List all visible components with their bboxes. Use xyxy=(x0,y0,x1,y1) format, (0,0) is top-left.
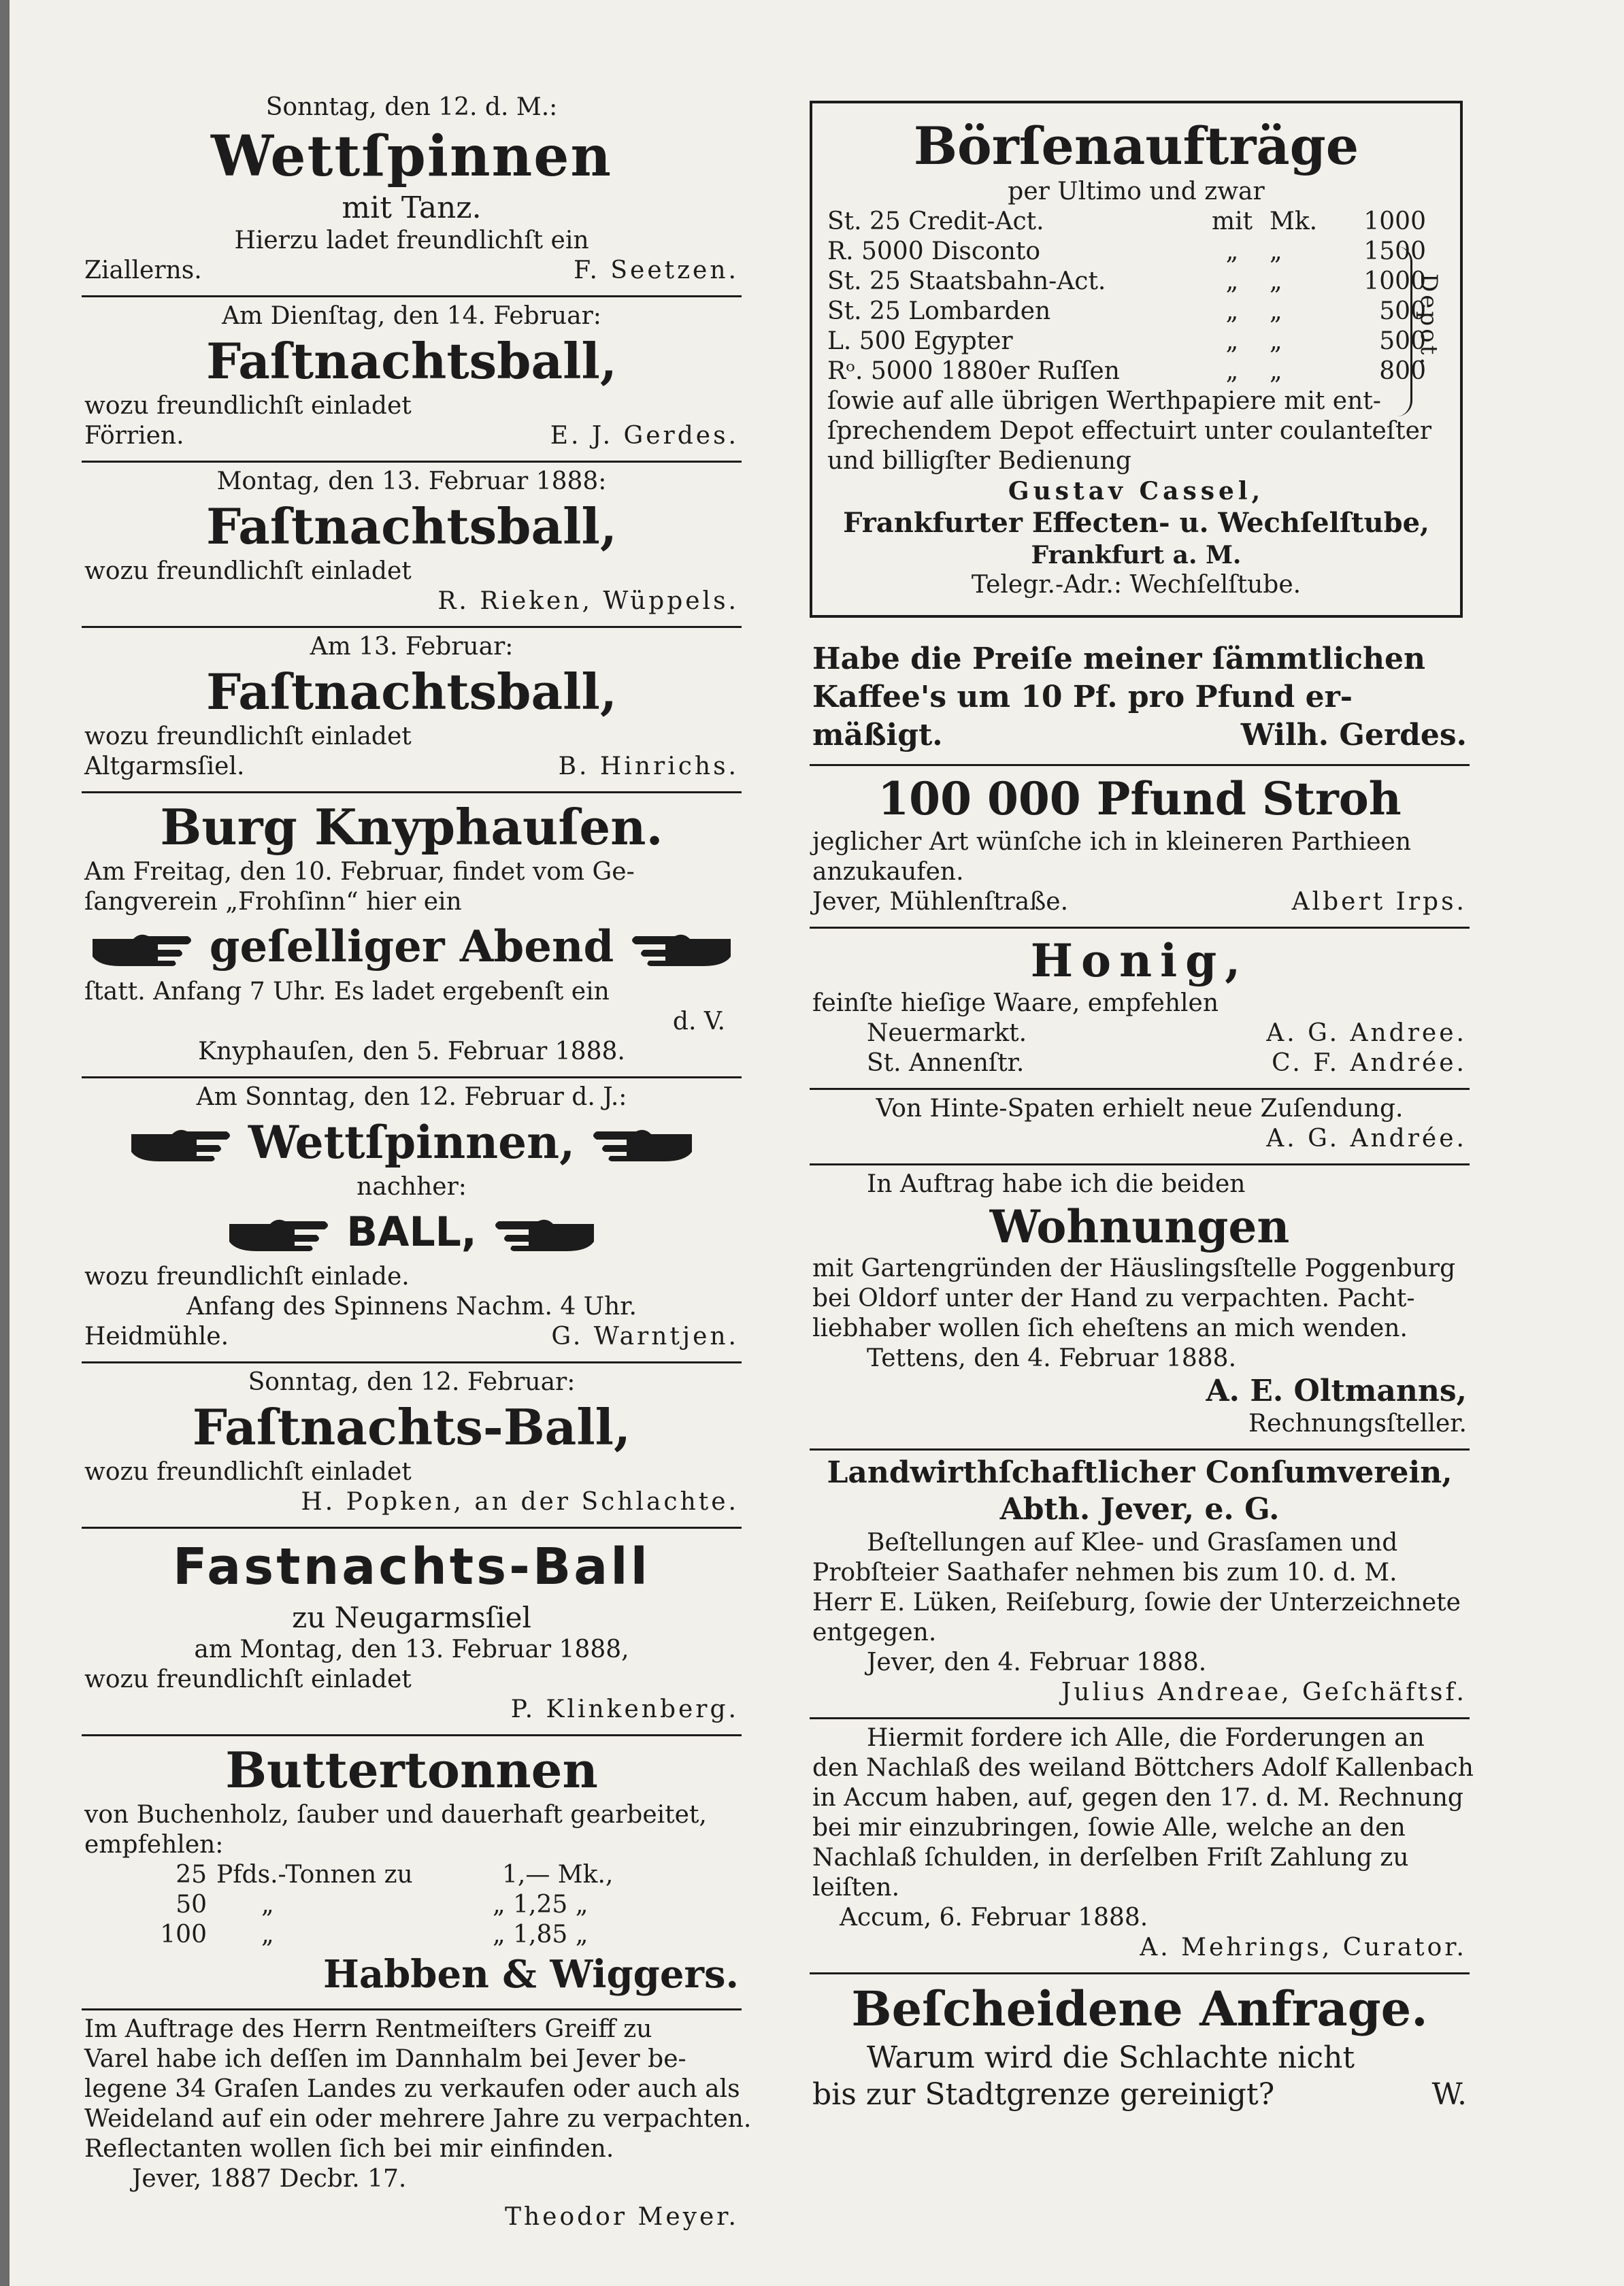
ad-ball: BALL, xyxy=(346,1208,477,1256)
ad-line: Im Auftrage des Herrn Rentmeiſters Greiff zu xyxy=(84,2015,652,2043)
pointing-hand-right-icon xyxy=(93,927,195,967)
ad-body: Hierzu ladet freundlichſt ein xyxy=(234,227,589,254)
ad-footer xyxy=(84,1322,739,1352)
ad-line: in Accum haben, auf, gegen den 17. d. M. Rechnung xyxy=(812,1784,1463,1812)
price-value: 1,— Mk., xyxy=(502,1861,614,1889)
ad-line: ſprechendem Depot effectuirt unter coulanteſter xyxy=(827,417,1432,445)
ad-subtitle: Abth. Jever, e. G. xyxy=(999,1492,1280,1527)
ad-title: Buttertonnen xyxy=(225,1741,598,1799)
ad-line: entgegen. xyxy=(812,1619,937,1646)
ad-signature: W. xyxy=(1431,2077,1467,2112)
ad-footer xyxy=(84,752,739,782)
stock-name: St. 25 Lombarden xyxy=(827,297,1051,325)
ad-title: Wettſpinnen, xyxy=(248,1116,576,1169)
ad-body: wozu freundlichſt einladet xyxy=(84,1458,412,1486)
price-value: „ 1,25 „ xyxy=(493,1891,589,1919)
ad-boersenauftraege xyxy=(810,101,1463,618)
ad-buttertonnen xyxy=(82,1736,742,2010)
stock-ditto: mit xyxy=(1211,208,1253,235)
ad-dateline: Jever, 1887 Decbr. 17. xyxy=(132,2165,407,2193)
ad-dateline: Tettens, den 4. Februar 1888. xyxy=(867,1344,1237,1372)
ad-fastnachts-ball-neugarmssiel xyxy=(82,1529,742,1736)
ad-title: Beſcheidene Anfrage. xyxy=(851,1981,1428,2037)
ad-dateline: Jever, den 4. Februar 1888. xyxy=(867,1649,1207,1676)
ad-line: den Nachlaß des weiland Böttchers Adolf Kallenbach xyxy=(812,1754,1474,1782)
ad-line: ſangverein „Frohſinn“ hier ein xyxy=(84,888,462,916)
ad-host: A. G. Andree. xyxy=(1266,1019,1467,1047)
ad-title: Faſtnachts-Ball, xyxy=(192,1398,631,1456)
ad-consumverein xyxy=(810,1451,1470,1719)
ad-line: Probſteier Saathafer nehmen bis zum 10. d. M. xyxy=(812,1559,1397,1587)
stock-name: L. 500 Egypter xyxy=(827,327,1013,355)
ad-nachlass xyxy=(810,1719,1474,1974)
ad-footer xyxy=(84,256,739,286)
stock-unit: Mk. xyxy=(1270,208,1318,235)
ad-footer xyxy=(812,716,1467,755)
stock-unit: „ xyxy=(1270,267,1282,295)
ad-fastnachtsball-altgarmssiel xyxy=(82,628,742,793)
binding-edge xyxy=(0,0,10,2286)
pointing-hand-right-icon xyxy=(229,1212,331,1253)
ad-title: Burg Knyphauſen. xyxy=(160,798,663,856)
stock-unit: „ xyxy=(1270,327,1282,355)
ad-date: Am Sonntag, den 12. Februar d. J.: xyxy=(196,1083,627,1111)
ad-host: B. Hinrichs. xyxy=(558,752,739,780)
ad-title: Landwirthſchaftlicher Conſumverein, xyxy=(827,1455,1453,1490)
ad-line: Kaffee's um 10 Pf. pro Pfund er- xyxy=(812,680,1353,714)
ad-place: Neuermarkt. xyxy=(867,1019,1027,1047)
ad-footer xyxy=(84,421,739,451)
price-row xyxy=(84,1920,739,1950)
price-unit: Pfds.-Tonnen zu xyxy=(216,1861,413,1889)
pointing-hand-left-icon xyxy=(590,1122,692,1163)
ad-host: Habben & Wiggers. xyxy=(322,1952,739,1997)
ad-spaten xyxy=(810,1090,1470,1165)
ad-firm-name: Frankfurter Effecten- u. Wechſelſtube, xyxy=(843,507,1429,539)
ad-place: Jever, Mühlenſtraße. xyxy=(812,888,1069,916)
ad-line: mäßigt. xyxy=(812,718,943,752)
stock-amount: 1500 xyxy=(1363,237,1426,265)
ad-dateline: Knyphauſen, den 5. Februar 1888. xyxy=(198,1038,625,1065)
stock-ditto: „ xyxy=(1225,327,1239,355)
ad-date: Am 13. Februar: xyxy=(310,633,514,661)
ad-wettspinnen-heidmuehle xyxy=(82,1078,742,1363)
ad-line: Von Hinte-Spaten erhielt neue Zuſendung. xyxy=(876,1095,1404,1123)
ad-place: Heidmühle. xyxy=(84,1323,229,1351)
ad-land-verpachtung xyxy=(82,2010,752,2242)
ad-line: Warum wird die Schlachte nicht xyxy=(867,2040,1355,2075)
ad-host: H. Popken, an der Schlachte. xyxy=(301,1488,739,1516)
right-column xyxy=(810,636,1474,2123)
ad-body: wozu freundlichſt einladet xyxy=(84,1666,412,1693)
stock-name: St. 25 Credit-Act. xyxy=(827,208,1044,235)
price-list xyxy=(84,1860,739,1950)
ad-title: 100 000 Pfund Stroh xyxy=(878,772,1402,825)
ad-line: liebhaber wollen ſich eheſtens an mich wenden. xyxy=(812,1314,1408,1342)
ad-burg-knyphausen xyxy=(82,793,742,1078)
stock-row xyxy=(827,207,1445,237)
ad-place: St. Annenſtr. xyxy=(867,1049,1025,1077)
ad-date: am Montag, den 13. Februar 1888, xyxy=(194,1636,629,1663)
price-value: „ 1,85 „ xyxy=(493,1921,589,1949)
ad-place: Ziallerns. xyxy=(84,256,202,284)
ad-line: leiſten. xyxy=(812,1874,900,1902)
ad-line: anzukaufen. xyxy=(812,858,964,886)
ad-date: Sonntag, den 12. Februar: xyxy=(248,1368,576,1396)
stock-row xyxy=(827,327,1445,357)
price-qty: 25 xyxy=(176,1861,207,1889)
ad-row xyxy=(812,1018,1467,1048)
ad-title: Fastnachts-Ball xyxy=(173,1538,650,1596)
depot-label: Depot. xyxy=(1415,274,1442,368)
ad-dateline: Accum, 6. Februar 1888. xyxy=(840,1904,1148,1932)
ad-body: wozu freundlichſt einladet xyxy=(84,723,412,750)
ad-line: Herr E. Lüken, Reiſeburg, ſowie der Unterzeichnete xyxy=(812,1589,1461,1617)
stock-unit: „ xyxy=(1270,357,1282,385)
ad-host: Wilh. Gerdes. xyxy=(1240,718,1467,752)
ad-host: A. G. Andrée. xyxy=(1266,1125,1467,1153)
ad-line: jeglicher Art wünſche ich in kleineren Parthieen xyxy=(812,828,1412,856)
ad-bescheidene-anfrage xyxy=(810,1974,1470,2123)
ad-line: bei Oldorf unter der Hand zu verpachten. Pacht- xyxy=(812,1285,1415,1312)
ad-footer xyxy=(812,2076,1467,2113)
stock-amount: 500 xyxy=(1379,327,1426,355)
ad-stroh xyxy=(810,766,1470,929)
ad-place: Förrien. xyxy=(84,422,184,450)
ad-line: ſtatt. Anfang 7 Uhr. Es ladet ergebenſt ein xyxy=(84,978,610,1006)
ad-ball-row xyxy=(84,1202,739,1262)
ad-line: von Buchenholz, ſauber und dauerhaft gearbeitet, xyxy=(84,1801,707,1829)
stock-unit: „ xyxy=(1270,237,1282,265)
left-column xyxy=(82,88,752,2242)
ad-line: legene 34 Graſen Landes zu verkaufen oder auch als xyxy=(84,2075,740,2103)
ad-subtitle: zu Neugarmsſiel xyxy=(292,1601,531,1634)
ad-place: Altgarmsſiel. xyxy=(84,752,245,780)
ad-fastnachts-ball-schlachte xyxy=(82,1363,742,1529)
ad-line: empfehlen: xyxy=(84,1831,224,1859)
ad-wettspinnen-ziallerns xyxy=(82,88,742,297)
ad-date: Montag, den 13. Februar 1888: xyxy=(216,467,607,495)
stock-ditto: „ xyxy=(1225,267,1239,295)
ad-firm: Gustav Cassel, xyxy=(1008,477,1265,506)
ad-body: wozu freundlichſt einladet xyxy=(84,392,412,420)
ad-line: mit Gartengründen der Häuslingsſtelle Poggenburg xyxy=(812,1255,1456,1282)
ad-line: Habe die Preiſe meiner ſämmtlichen xyxy=(812,642,1425,676)
ad-host: Theodor Meyer. xyxy=(504,2203,739,2231)
ad-host: Albert Irps. xyxy=(1291,888,1467,916)
ad-line: In Auftrag habe ich die beiden xyxy=(867,1170,1246,1198)
ad-host: P. Klinkenberg. xyxy=(510,1695,739,1723)
ad-role: Rechnungsſteller. xyxy=(1248,1410,1467,1438)
ad-line: bis zur Stadtgrenze gereinigt? xyxy=(812,2077,1275,2112)
stock-unit: „ xyxy=(1270,297,1282,325)
price-unit: „ xyxy=(261,1921,274,1949)
ad-date: Am Dienſtag, den 14. Februar: xyxy=(222,302,601,330)
ad-line: bei mir einzubringen, ſowie Alle, welche an den xyxy=(812,1814,1406,1842)
price-row xyxy=(84,1860,739,1890)
ad-row xyxy=(812,1048,1467,1078)
stock-ditto: „ xyxy=(1225,297,1239,325)
price-unit: „ xyxy=(261,1891,274,1919)
ad-event: geſelliger Abend xyxy=(209,921,614,972)
depot-brace xyxy=(1397,246,1412,416)
stock-name: Rᵒ. 5000 1880er Ruſſen xyxy=(827,357,1120,385)
ad-title: Honig, xyxy=(1030,934,1249,987)
price-qty: 100 xyxy=(160,1921,207,1949)
ad-body: wozu freundlichſt einlade. xyxy=(84,1263,410,1291)
ad-line: Reflectanten wollen ſich bei mir einfinden. xyxy=(84,2135,614,2163)
ad-host: A. E. Oltmanns, xyxy=(1206,1374,1467,1408)
ad-line: Hiermit fordere ich Alle, die Forderungen an xyxy=(867,1724,1425,1752)
stock-row xyxy=(827,267,1445,297)
stock-amount: 1000 xyxy=(1363,208,1426,235)
ad-host: Julius Andreae, Geſchäftsf. xyxy=(1061,1678,1467,1706)
ad-after: nachher: xyxy=(357,1173,467,1201)
ad-body: wozu freundlichſt einladet xyxy=(84,557,412,585)
stock-ditto: „ xyxy=(1225,237,1239,265)
ad-title-row xyxy=(84,1112,739,1172)
ad-host: F. Seetzen. xyxy=(574,256,739,284)
pointing-hand-right-icon xyxy=(131,1122,233,1163)
ad-signature: d. V. xyxy=(672,1008,725,1036)
pointing-hand-left-icon xyxy=(629,927,731,967)
ad-host: G. Warntjen. xyxy=(551,1323,739,1351)
ad-line: Varel habe ich deſſen im Dannhalm bei Jever be- xyxy=(84,2045,686,2073)
ad-event-row xyxy=(84,917,739,977)
ad-title: Börſenaufträge xyxy=(913,116,1359,176)
pointing-hand-left-icon xyxy=(492,1212,594,1253)
ad-telegram: Telegr.-Adr.: Wechſelſtube. xyxy=(971,571,1302,599)
ad-host: E. J. Gerdes. xyxy=(550,422,739,450)
stock-amount: 800 xyxy=(1379,357,1426,385)
ad-start: Anfang des Spinnens Nachm. 4 Uhr. xyxy=(186,1293,637,1321)
ad-host: A. Mehrings, Curator. xyxy=(1140,1934,1467,1961)
ad-line: ſowie auf alle übrigen Werthpapiere mit ent- xyxy=(827,387,1381,415)
stock-ditto: „ xyxy=(1225,357,1239,385)
price-row xyxy=(84,1890,739,1920)
ad-line: Beſtellungen auf Klee- und Grasſamen und xyxy=(867,1529,1398,1557)
stock-amount: 500 xyxy=(1379,297,1426,325)
ad-host: R. Rieken, Wüppels. xyxy=(437,587,739,615)
ad-honig xyxy=(810,929,1470,1090)
ad-fastnachtsball-wueppels xyxy=(82,463,742,628)
ad-title: Wohnungen xyxy=(989,1200,1290,1253)
ad-line: Weideland auf ein oder mehrere Jahre zu verpachten. xyxy=(84,2105,752,2133)
ad-fastnachtsball-foerrien xyxy=(82,297,742,463)
stock-name: St. 25 Staatsbahn-Act. xyxy=(827,267,1106,295)
stock-row xyxy=(827,357,1445,386)
stock-amount: 1000 xyxy=(1363,267,1426,295)
ad-kaffee-preise xyxy=(810,636,1470,766)
ad-host: C. F. Andrée. xyxy=(1272,1049,1467,1077)
ad-line: Nachlaß ſchulden, in derſelben Friſt Zahlung zu xyxy=(812,1844,1409,1872)
stock-row xyxy=(827,237,1445,267)
stock-row xyxy=(827,297,1445,327)
ad-title: Faſtnachtsball, xyxy=(206,497,617,555)
ad-line: und billigſter Bedienung xyxy=(827,447,1131,475)
ad-subtitle: per Ultimo und zwar xyxy=(1008,178,1265,205)
ad-subtitle: mit Tanz. xyxy=(342,190,482,225)
ad-wohnungen xyxy=(810,1165,1470,1451)
stock-name: R. 5000 Disconto xyxy=(827,237,1041,265)
ad-footer xyxy=(812,887,1467,917)
stock-list xyxy=(827,207,1445,386)
ad-line: Am Freitag, den 10. Februar, findet vom Ge- xyxy=(84,858,635,886)
ad-title: Wettſpinnen xyxy=(210,124,613,189)
ad-city: Frankfurt a. M. xyxy=(1031,541,1242,569)
price-qty: 50 xyxy=(176,1891,207,1919)
ad-date: Sonntag, den 12. d. M.: xyxy=(265,93,558,121)
ad-title: Faſtnachtsball, xyxy=(206,663,617,720)
ad-title: Faſtnachtsball, xyxy=(206,332,617,390)
ad-line: feinſte hieſige Waare, empfehlen xyxy=(812,989,1219,1017)
